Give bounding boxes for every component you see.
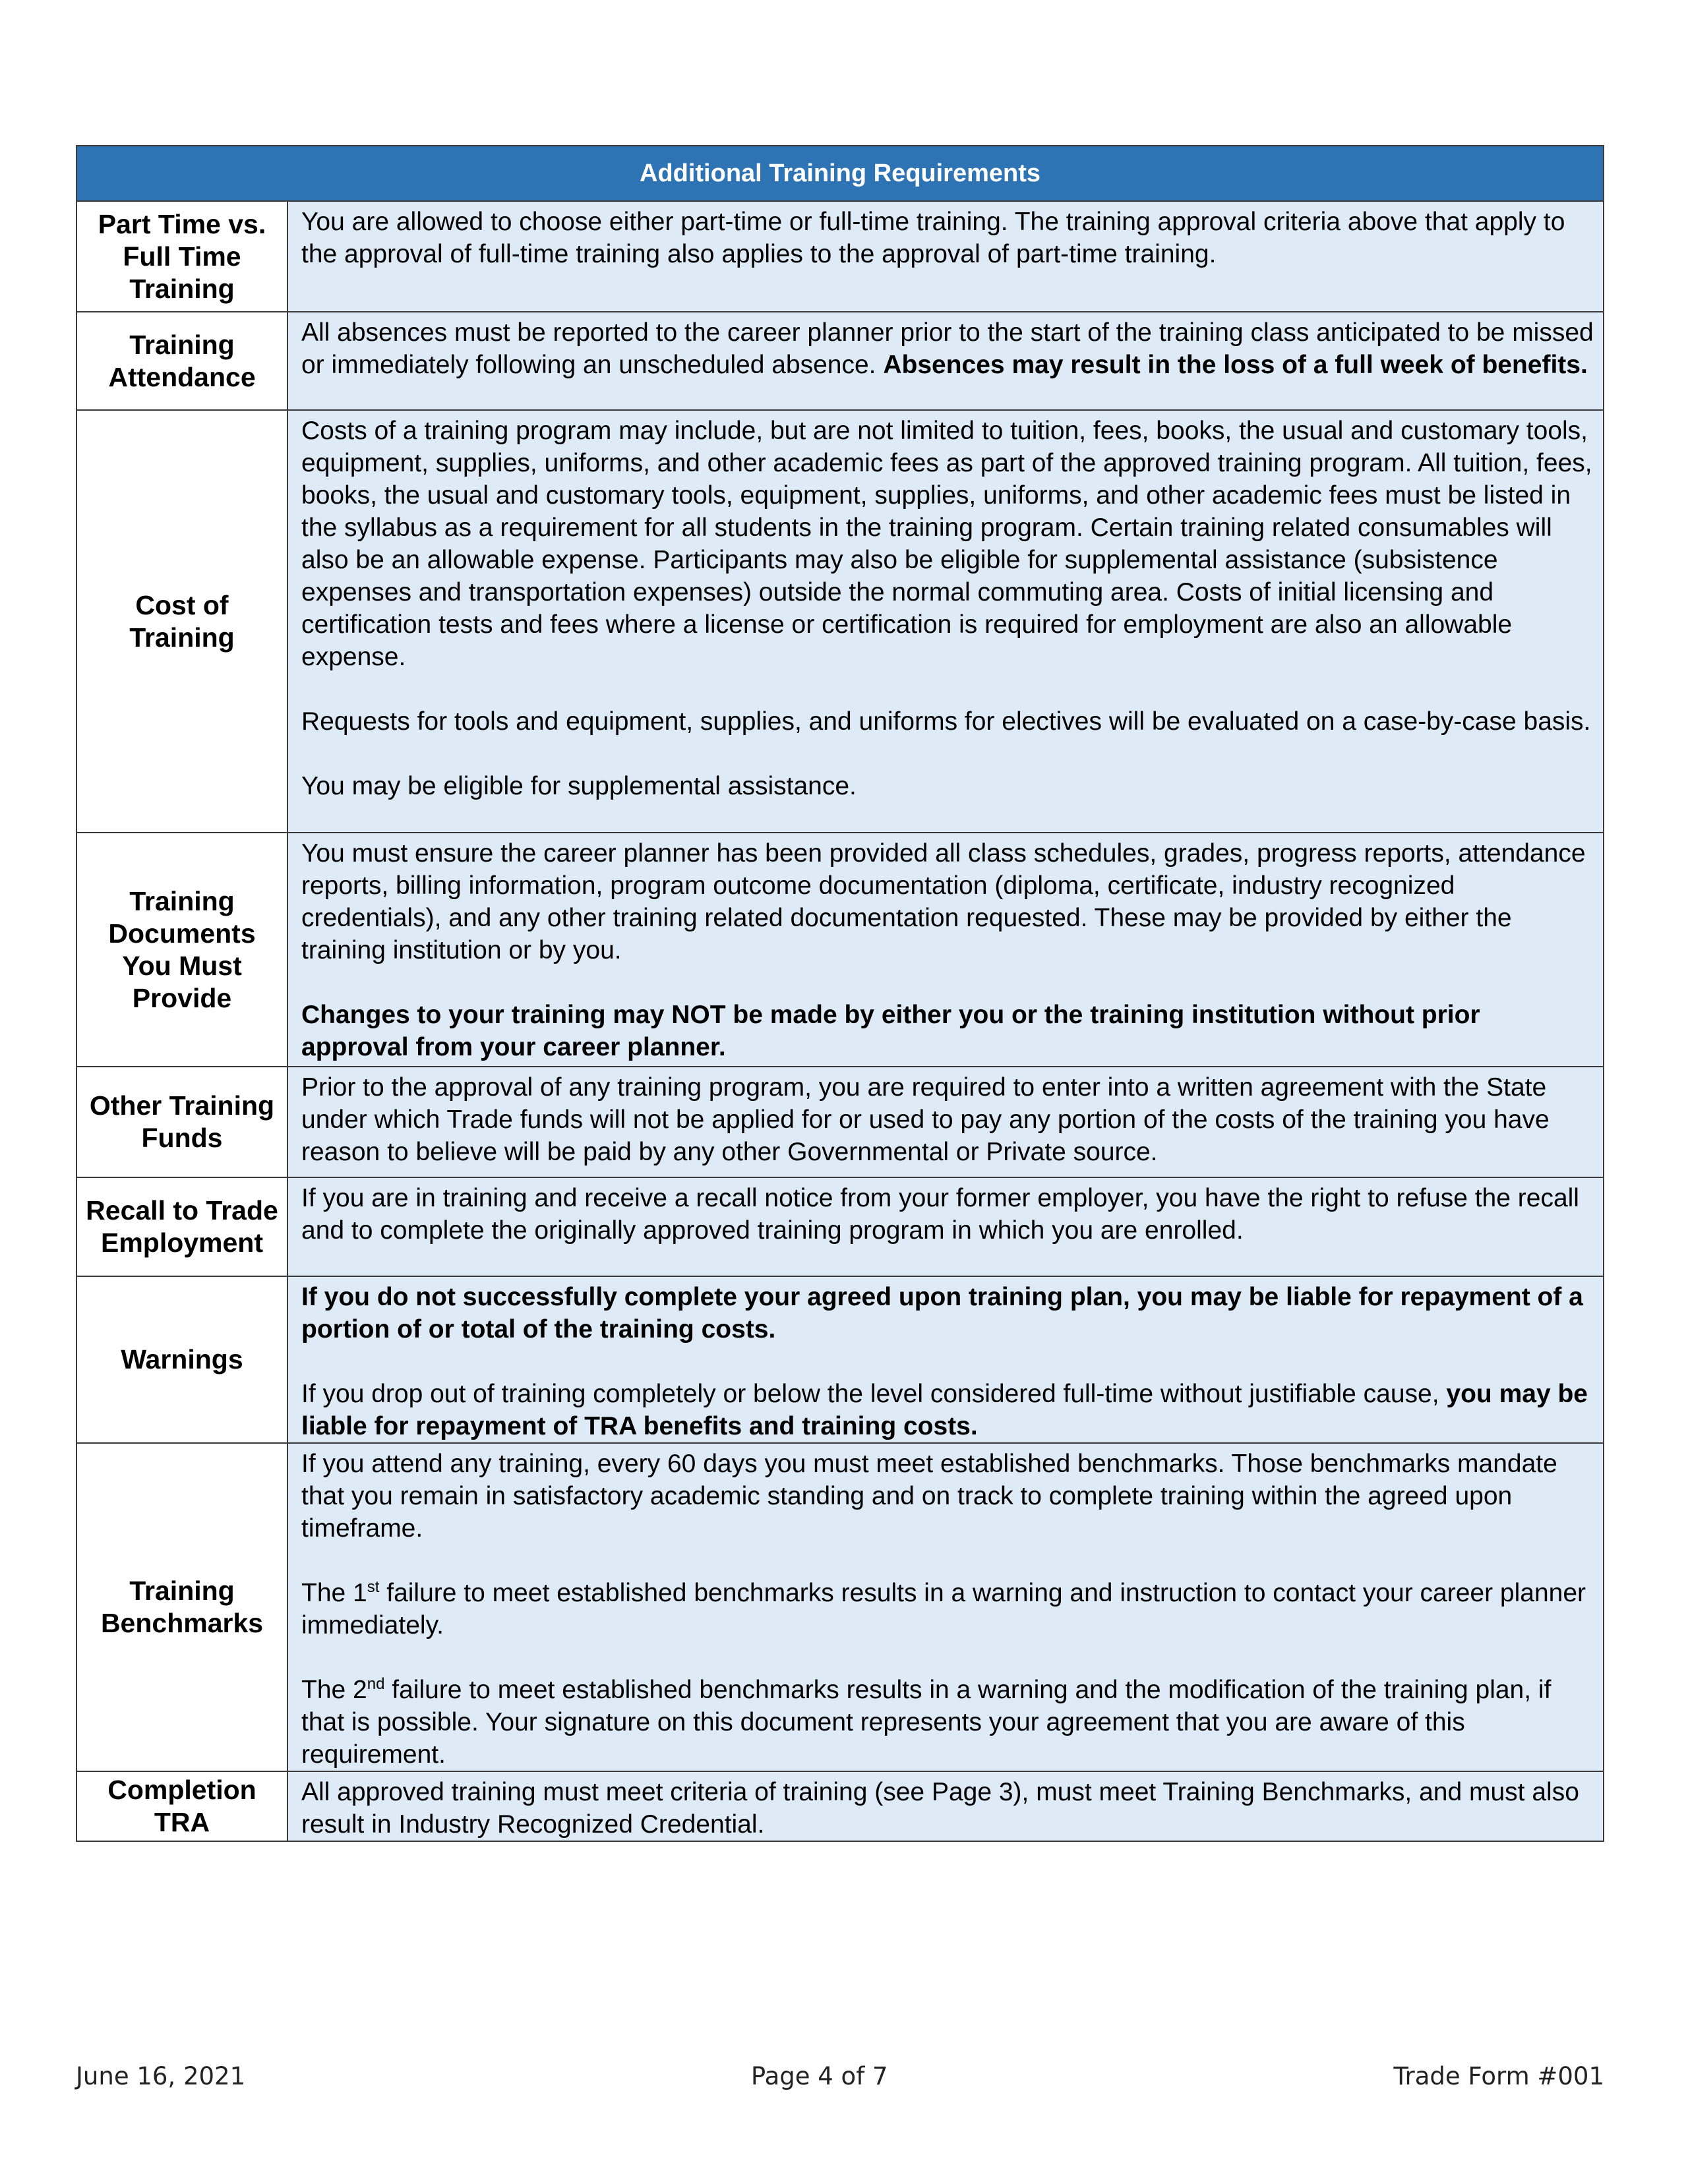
requirement-row — [76, 1276, 1604, 1443]
row-body-completion-tra — [287, 1771, 1604, 1841]
body-paragraph — [301, 1182, 1594, 1247]
body-paragraph — [301, 1448, 1594, 1545]
page-footer — [76, 2062, 1604, 2090]
row-body-warnings — [287, 1276, 1604, 1443]
ordinal-suffix: nd — [367, 1675, 385, 1693]
body-text: The 2 — [301, 1676, 367, 1704]
body-paragraph — [301, 1776, 1594, 1841]
row-label-part-time-vs-full-time: Part Time vs. Full Time Training — [76, 201, 287, 312]
body-text: You are allowed to choose either part-time or full-time training. The training approval criteria above that apply to the approval of full-time training also applies to the approval of part-time training. — [301, 208, 1565, 268]
footer-page-number: Page 4 of 7 — [750, 2062, 888, 2090]
row-label-training-attendance: Training Attendance — [76, 312, 287, 410]
row-body-training-documents — [287, 833, 1604, 1067]
body-paragraph — [301, 415, 1594, 673]
requirement-row — [76, 410, 1604, 833]
row-label-other-training-funds: Other Training Funds — [76, 1067, 287, 1177]
body-text: failure to meet established benchmarks results in a warning and instruction to contact your career planner immediately. — [301, 1579, 1586, 1639]
body-text: All approved training must meet criteria of training (see Page 3), must meet Training Benchmarks, and must also result in Industry Recognized Credential. — [301, 1778, 1579, 1839]
body-text: Prior to the approval of any training program, you are required to enter into a written agreement with the State under which Trade funds will not be applied for or used to pay any portion of the costs of the training you have reason to believe will be paid by any other Governmental or Private source. — [301, 1073, 1550, 1166]
bold-text: Absences may result in the loss of a full week of benefits. — [883, 351, 1588, 379]
requirement-row — [76, 1443, 1604, 1771]
body-text: You may be eligible for supplemental assistance. — [301, 772, 857, 800]
requirement-row — [76, 1177, 1604, 1276]
row-body-training-benchmarks — [287, 1443, 1604, 1771]
body-paragraph — [301, 1281, 1594, 1345]
body-paragraph — [301, 837, 1594, 966]
body-text: If you attend any training, every 60 days you must meet established benchmarks. Those benchmarks mandate that you remain in satisfactory academic standing and on track to complete training within the agreed upon timeframe. — [301, 1450, 1557, 1543]
requirement-row — [76, 1771, 1604, 1841]
table-title-row — [76, 146, 1604, 201]
row-label-warnings: Warnings — [76, 1276, 287, 1443]
body-paragraph — [301, 1071, 1594, 1168]
row-label-training-benchmarks: Training Benchmarks — [76, 1443, 287, 1771]
body-text: The 1 — [301, 1579, 367, 1607]
body-text: If you drop out of training completely or below the level considered full-time without justifiable cause, — [301, 1380, 1447, 1408]
row-label-recall-to-trade-employment: Recall to Trade Employment — [76, 1177, 287, 1276]
footer-date: June 16, 2021 — [76, 2062, 246, 2090]
bold-text: you may be liable for repayment of TRA benefits and training costs. — [301, 1380, 1588, 1440]
body-text: Requests for tools and equipment, supplies, and uniforms for electives will be evaluated on a case-by-case basis. — [301, 707, 1591, 736]
row-body-recall-to-trade-employment — [287, 1177, 1604, 1276]
body-text: Costs of a training program may include, but are not limited to tuition, fees, books, the usual and customary tools, equipment, supplies, uniforms, and other academic fees as part of the approved training program. All tuition, fees, books, the usual and customary tools, equipment, supplies, uniforms, and other academic fees must be listed in the syllabus as a requirement for all students in the training program. Certain training related consumables will also be an allowable expense. Participants may also be eligible for supplemental assistance (subsistence expenses and transportation expenses) outside the normal commuting area. Costs of initial licensing and certification tests and fees where a license or certification is required for employment are also an allowable expense. — [301, 417, 1592, 671]
body-text: If you are in training and receive a recall notice from your former employer, you have the right to refuse the recall and to complete the originally approved training program in which you are enrolled. — [301, 1184, 1579, 1245]
bold-text: Changes to your training may NOT be made by either you or the training institution without prior approval from your career planner. — [301, 1001, 1480, 1061]
body-paragraph — [301, 999, 1594, 1063]
body-text: You must ensure the career planner has been provided all class schedules, grades, progress reports, attendance reports, billing information, program outcome documentation (diploma, certificate, industry recognized credentials), and any other training related documentation requested. These may be provided by either the training institution or by you. — [301, 839, 1586, 964]
body-text: failure to meet established benchmarks results in a warning and the modification of the training plan, if that is possible. Your signature on this document represents your agreement that you are aware of this requirement. — [301, 1676, 1552, 1769]
row-label-cost-of-training: Cost of Training — [76, 410, 287, 833]
requirement-row — [76, 201, 1604, 312]
requirement-row — [76, 312, 1604, 410]
body-paragraph — [301, 1674, 1594, 1771]
footer-form-number: Trade Form #001 — [1393, 2062, 1604, 2090]
row-body-cost-of-training — [287, 410, 1604, 833]
body-paragraph — [301, 1577, 1594, 1641]
requirement-row — [76, 833, 1604, 1067]
ordinal-suffix: st — [367, 1578, 380, 1596]
body-paragraph — [301, 770, 1594, 802]
requirement-row — [76, 1067, 1604, 1177]
additional-training-requirements-table — [76, 145, 1604, 1842]
bold-text: If you do not successfully complete your agreed upon training plan, you may be liable for repayment of a portion of or total of the training costs. — [301, 1283, 1583, 1343]
row-body-part-time-vs-full-time — [287, 201, 1604, 312]
table-title: Additional Training Requirements — [76, 146, 1604, 201]
row-label-training-documents: Training Documents You Must Provide — [76, 833, 287, 1067]
body-paragraph — [301, 316, 1594, 381]
body-text: All absences must be reported to the career planner prior to the start of the training class anticipated to be missed or immediately following an unscheduled absence. — [301, 318, 1594, 379]
row-body-training-attendance — [287, 312, 1604, 410]
body-paragraph — [301, 705, 1594, 738]
body-paragraph — [301, 206, 1594, 270]
row-label-completion-tra: Completion TRA — [76, 1771, 287, 1841]
row-body-other-training-funds — [287, 1067, 1604, 1177]
body-paragraph — [301, 1378, 1594, 1442]
